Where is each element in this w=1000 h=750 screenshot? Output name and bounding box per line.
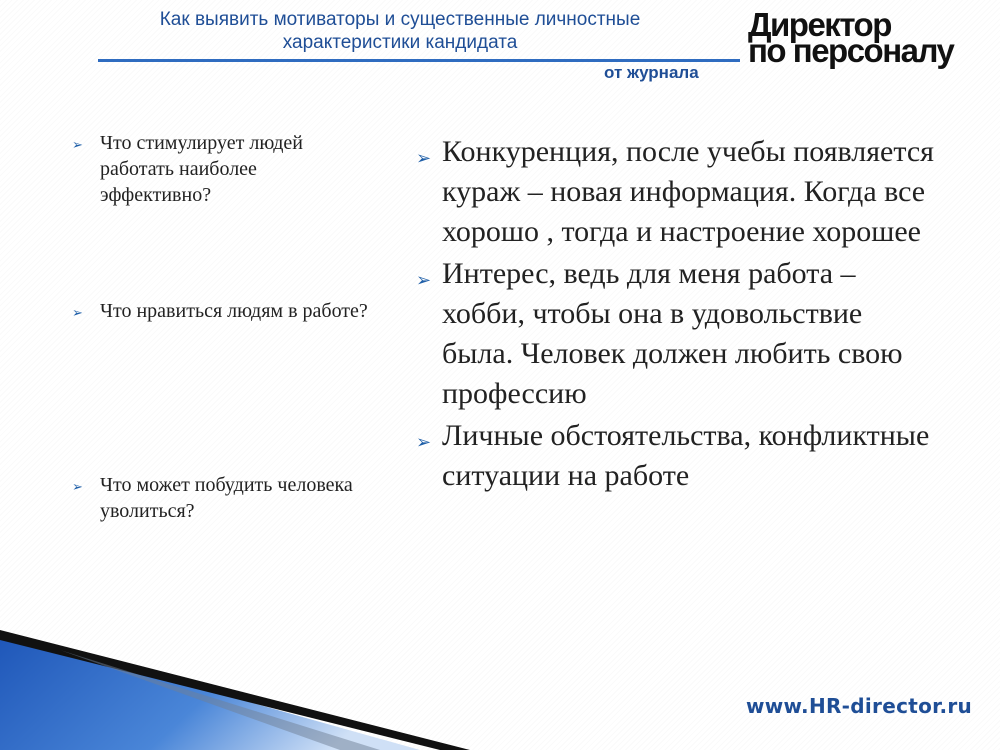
- answer-text: Личные обстоятельства, конфликтные ситуации на работе: [442, 419, 930, 492]
- answer-item: [416, 254, 936, 414]
- decorative-swoosh: [0, 560, 1000, 750]
- answers-list: [416, 132, 936, 498]
- question-text: Что может побудить человека уволиться?: [100, 474, 353, 522]
- answer-text: Интерес, ведь для меня работа – хобби, чтобы она в удовольствие была. Человек должен любить свою профессию: [442, 257, 903, 410]
- logo-line-2: по персоналу: [748, 32, 954, 69]
- answer-item: [416, 132, 936, 252]
- answer-text: Конкуренция, после учебы появляется кураж – новая информация. Когда все хорошо , тогда и настроение хорошее: [442, 135, 934, 248]
- arrow-bullet-icon: ➢: [72, 137, 83, 152]
- question-item: [72, 472, 372, 524]
- slide-title-line-1: Как выявить мотиваторы и существенные личностные: [159, 9, 641, 30]
- answer-item: [416, 416, 936, 496]
- title-underline: [98, 59, 740, 62]
- arrow-bullet-icon: ➢: [416, 432, 432, 452]
- arrow-bullet-icon: ➢: [416, 270, 432, 290]
- journal-logo: [748, 6, 954, 69]
- journal-subtitle: от журнала: [604, 63, 699, 82]
- logo-line-1: Директор: [748, 6, 891, 43]
- question-item: [72, 298, 372, 326]
- slide-title: [100, 8, 700, 54]
- question-text: Что стимулирует людей работать наиболее эффективно?: [100, 132, 304, 206]
- arrow-bullet-icon: ➢: [416, 148, 432, 168]
- footer-url-link[interactable]: www.HR-director.ru: [746, 694, 973, 718]
- question-item: [72, 130, 372, 208]
- arrow-bullet-icon: ➢: [72, 305, 83, 320]
- arrow-bullet-icon: ➢: [72, 479, 83, 494]
- question-text: Что нравиться людям в работе?: [100, 300, 368, 322]
- slide-title-line-2: характеристики кандидата: [282, 32, 518, 53]
